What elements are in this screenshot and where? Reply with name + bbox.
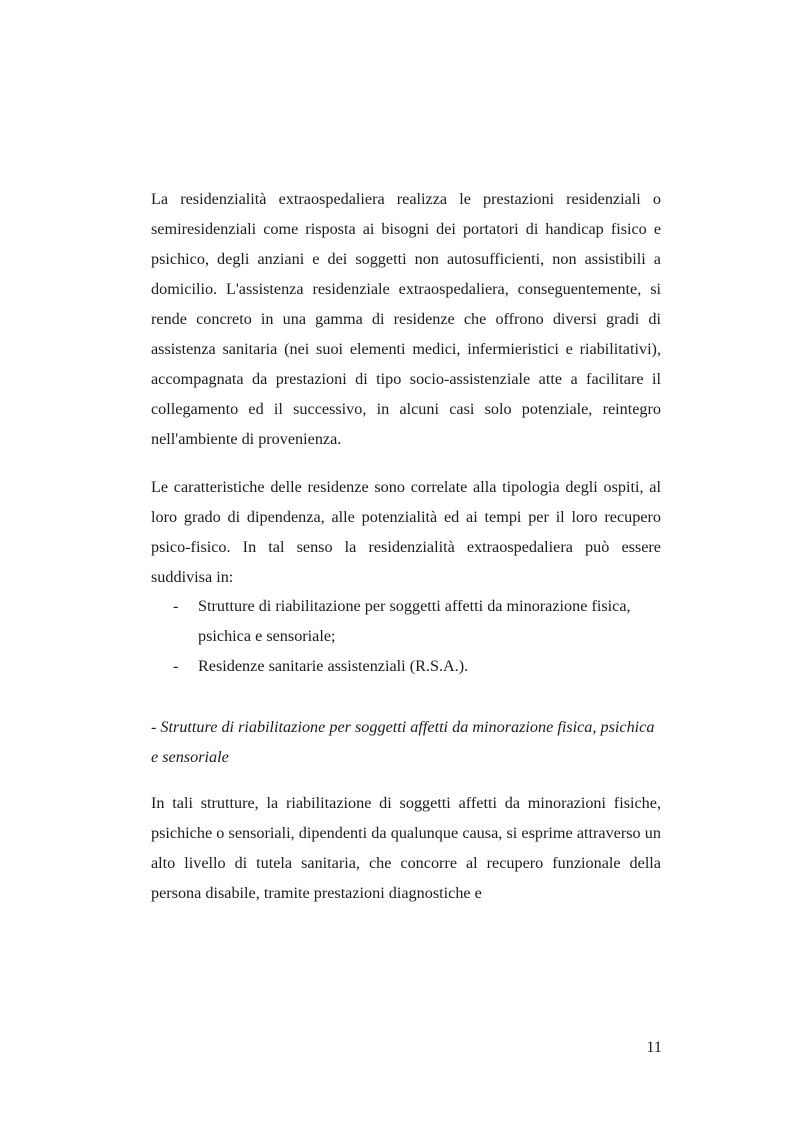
list-item — [151, 651, 661, 681]
list-item-text: Residenze sanitarie assistenziali (R.S.A.). — [198, 657, 469, 675]
list-item-text: Strutture di riabilitazione per soggetti affetti da minorazione fisica, psichica e sensoriale; — [198, 597, 631, 645]
list-item — [151, 591, 661, 651]
paragraph-strutture-riabilitazione: In tali strutture, la riabilitazione di soggetti affetti da minorazioni fisiche, psichiche o sensoriali, dipendenti da qualunque causa, si esprime attraverso un alto livello di tutela sanitaria, che concorre al recupero funzionale della persona disabile, tramite prestazioni diagnostiche e — [151, 794, 661, 902]
list-dash: - — [173, 597, 179, 615]
section-heading: - Strutture di riabilitazione per soggetti affetti da minorazione fisica, psichica e sensoriale — [151, 718, 655, 766]
residence-type-list — [151, 591, 661, 681]
list-dash: - — [173, 657, 179, 675]
paragraph-caratteristiche-residenze: Le caratteristiche delle residenze sono correlate alla tipologia degli ospiti, al loro grado di dipendenza, alle potenzialità ed ai tempi per il loro recupero psico-fisico. In tal senso la residenzialità extraospedaliera può essere suddivisa in: — [151, 478, 661, 586]
paragraph-residenzialita-intro: La residenzialità extraospedaliera realizza le prestazioni residenziali o semiresidenziali come risposta ai bisogni dei portatori di handicap fisico e psichico, degli anziani e dei soggetti non autosufficienti, non assistibili a domicilio. L'assistenza residenziale extraospedaliera, conseguentemente, si rende concreto in una gamma di residenze che offrono diversi gradi di assistenza sanitaria (nei suoi elementi medici, infermieristici e riabilitativi), accompagnata da prestazioni di tipo socio-assistenziale atte a facilitare il collegamento ed il successivo, in alcuni casi solo potenziale, reintegro nell'ambiente di provenienza. — [151, 190, 661, 448]
page-number: 11 — [646, 1038, 662, 1056]
